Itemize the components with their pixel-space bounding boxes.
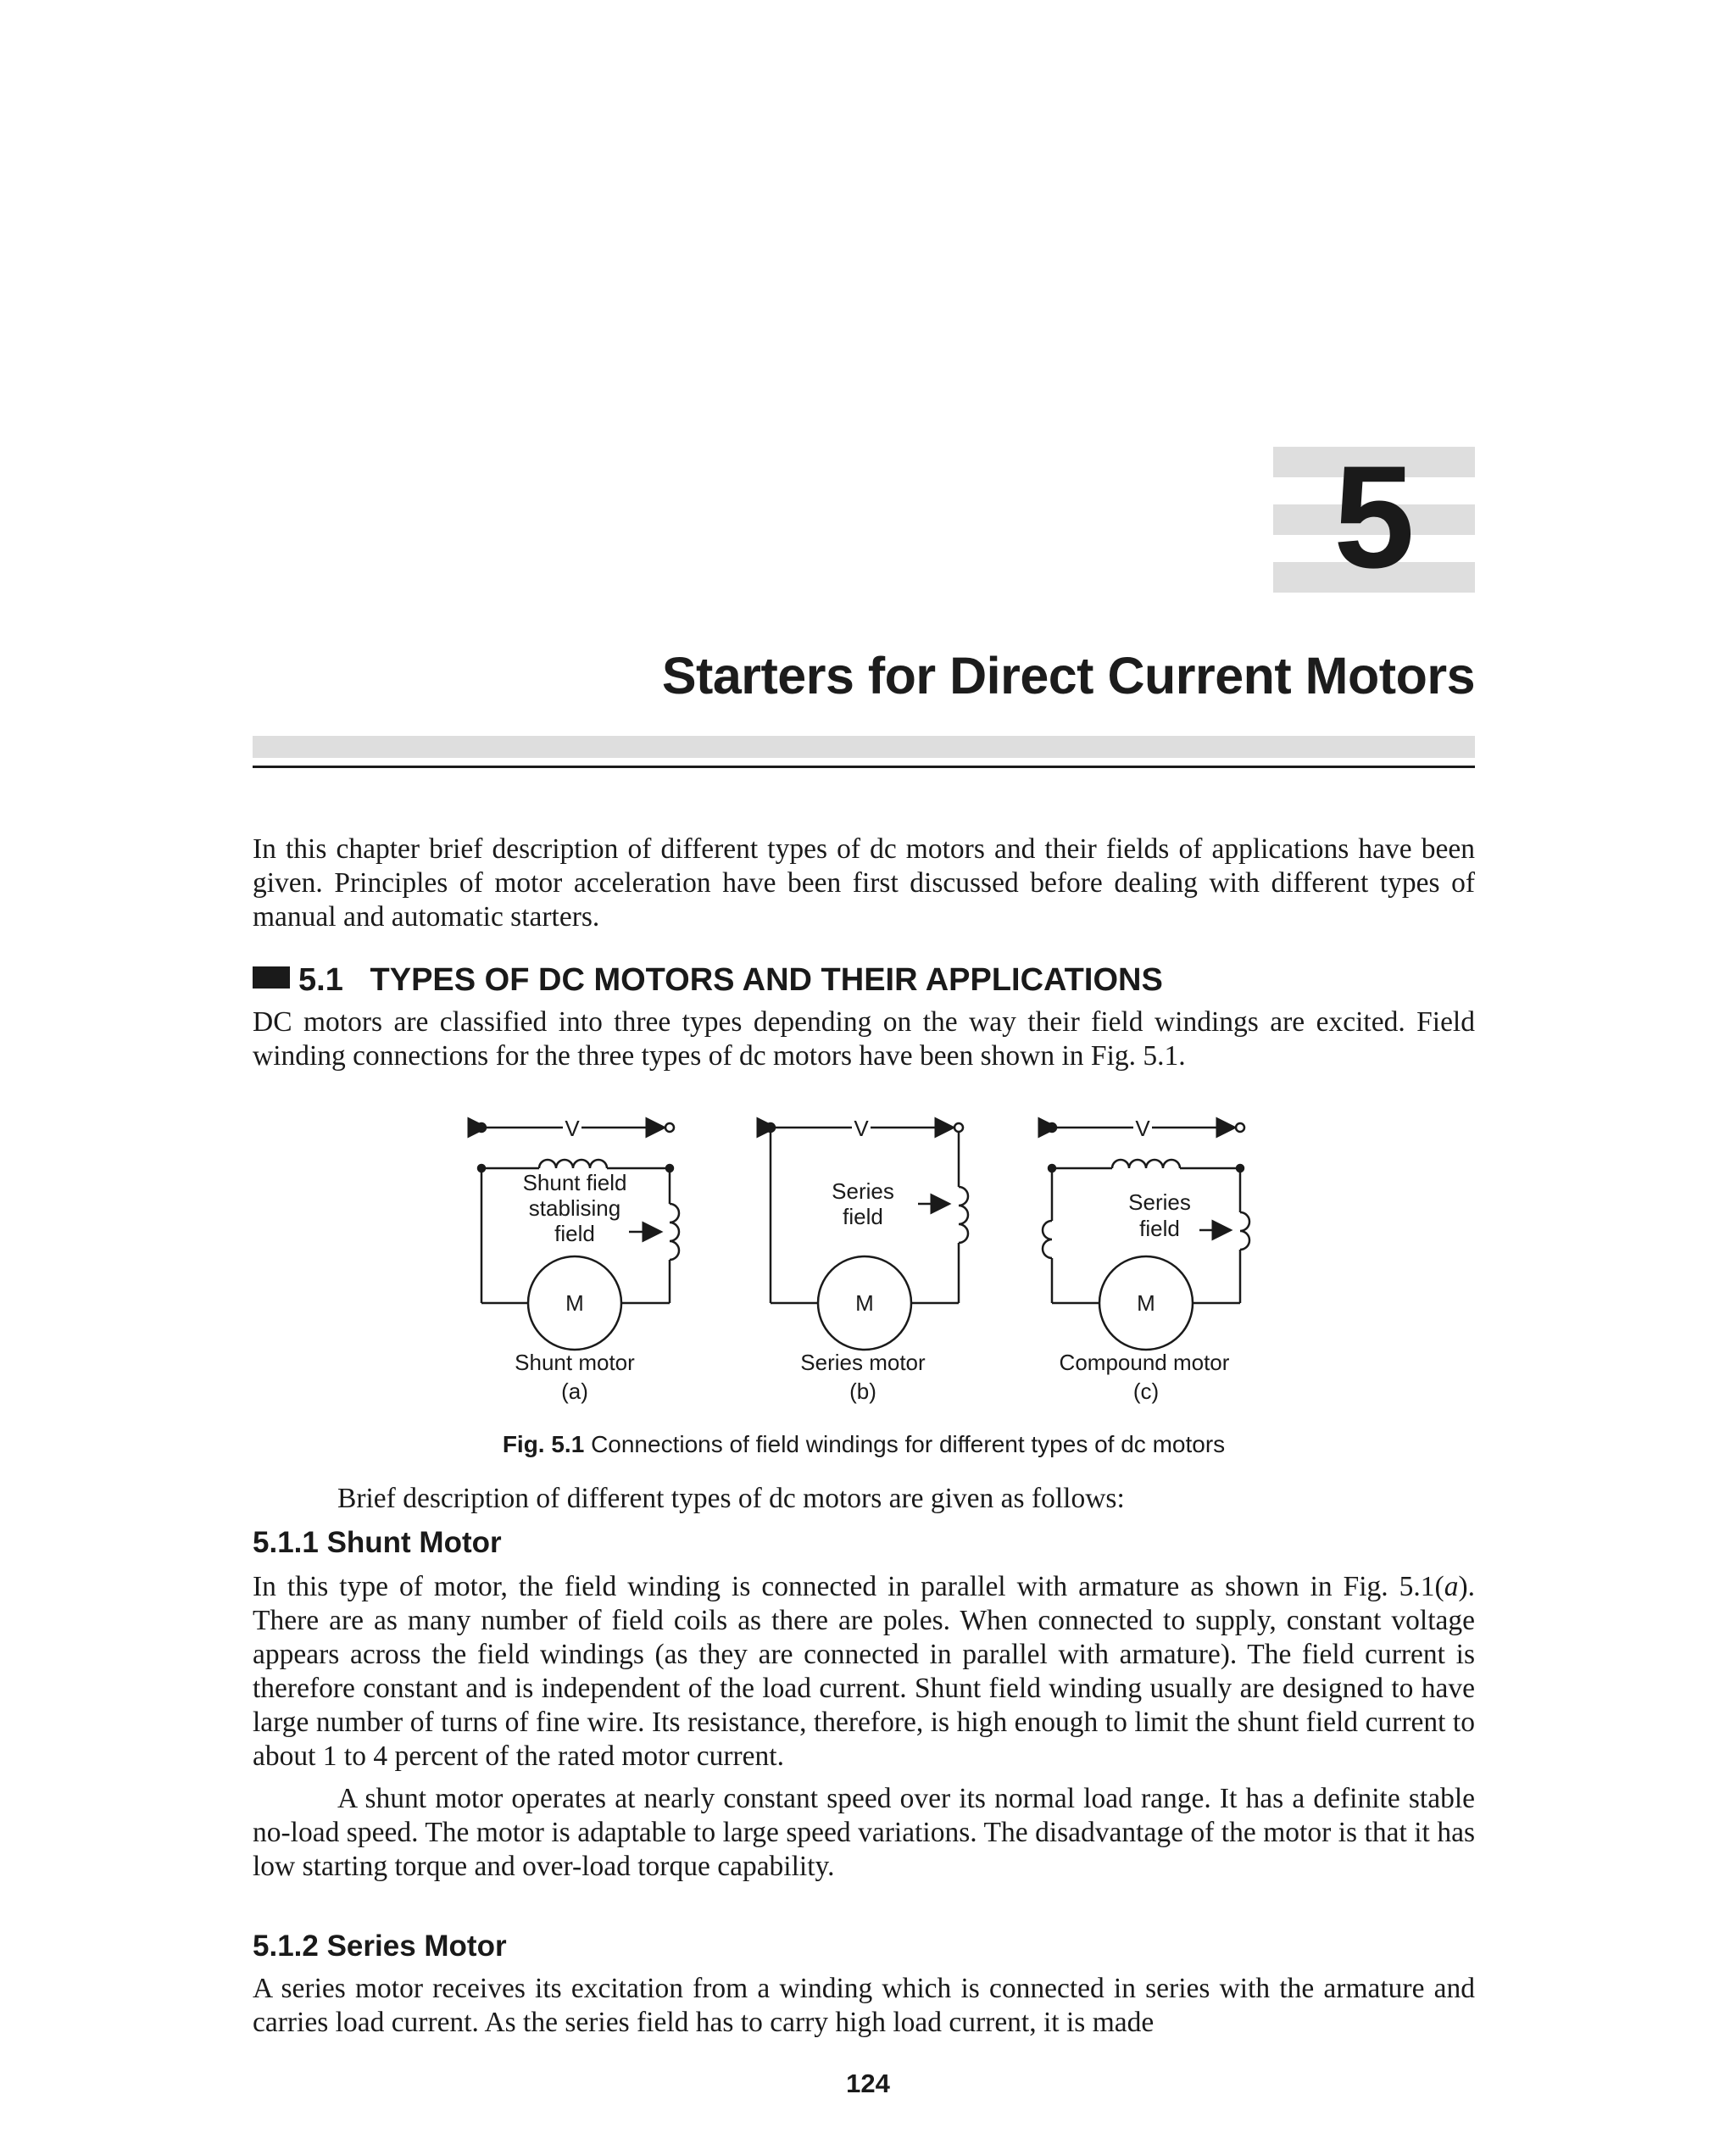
section-paragraph: DC motors are classified into three types depending on the way their field windings are excited. Field winding connections for the three types of dc motors have been shown in Fig. 5.1. <box>253 1006 1475 1072</box>
section-marker <box>253 966 290 989</box>
voltage-label: V <box>1135 1116 1150 1141</box>
diagram-sub: (a) <box>561 1378 588 1404</box>
figure-label: Fig. 5.1 <box>502 1431 585 1457</box>
voltage-label: V <box>565 1116 580 1141</box>
figure-followup: Brief description of different types of dc motors are given as follows: <box>337 1483 1125 1514</box>
page-number: 124 <box>846 2069 890 2098</box>
field-label: field <box>1139 1216 1180 1241</box>
figure-caption-text: Connections of field windings for different types of dc motors <box>591 1431 1226 1457</box>
field-label: field <box>843 1204 883 1229</box>
series-paragraph: A series motor receives its excitation from a winding which is connected in series with the armature and carries load current. As the series field has to carry high load current, it is made <box>253 1973 1475 2038</box>
diagram-sub: (b) <box>849 1378 876 1404</box>
subsection-heading-series: 5.1.2 Series Motor <box>253 1930 507 1963</box>
field-label: field <box>554 1221 595 1246</box>
diagram-name: Compound motor <box>1059 1350 1230 1375</box>
section-heading <box>253 962 1163 999</box>
field-label: stablising <box>528 1195 621 1221</box>
field-label: Shunt field <box>522 1170 627 1195</box>
field-label: Series <box>1128 1189 1191 1215</box>
title-rule <box>253 766 1475 768</box>
title-band <box>253 736 1475 758</box>
diagram-name: Series motor <box>800 1350 926 1375</box>
shunt-paragraph-2: A shunt motor operates at nearly constant speed over its normal load range. It has a definite stable no-load speed. The motor is adaptable to large speed variations. The disadvantage of the motor is that it has low starting torque and over-load torque capability. <box>253 1783 1475 1882</box>
shunt-paragraphs <box>253 1570 1475 1884</box>
chapter-title: Starters for Direct Current Motors <box>661 647 1475 705</box>
figure-5-1 <box>458 1102 1271 1424</box>
section-number: 5.1 <box>298 962 343 998</box>
motor-symbol: M <box>1137 1290 1155 1316</box>
section-title: TYPES OF DC MOTORS AND THEIR APPLICATIONS <box>370 962 1163 998</box>
subsection-heading-shunt: 5.1.1 Shunt Motor <box>253 1526 502 1559</box>
figure-caption <box>253 1431 1475 1458</box>
shunt-paragraph-1: In this type of motor, the field winding is connected in parallel with armature as shown in Fig. 5.1(a). There are as many number of field coils as there are poles. When connected to supply, constant voltage appears across the field windings (as they are connected in parallel with armature). The field current is therefore constant and is independent of the load current. Shunt field winding usually are designed to have large number of turns of fine wire. Its resistance, therefore, is high enough to limit the shunt field current to about 1 to 4 percent of the rated motor current. <box>253 1571 1475 1772</box>
motor-symbol: M <box>565 1290 584 1316</box>
chapter-number: 5 <box>1333 436 1415 599</box>
motor-symbol: M <box>855 1290 874 1316</box>
field-label: Series <box>832 1178 894 1204</box>
diagram-sub: (c) <box>1132 1378 1160 1404</box>
intro-paragraph: In this chapter brief description of different types of dc motors and their fields of applications have been given. Principles of motor acceleration have been first discussed before dealing with different types of manual and automatic starters. <box>253 833 1475 933</box>
voltage-label: V <box>854 1116 869 1141</box>
diagram-name: Shunt motor <box>515 1350 635 1375</box>
